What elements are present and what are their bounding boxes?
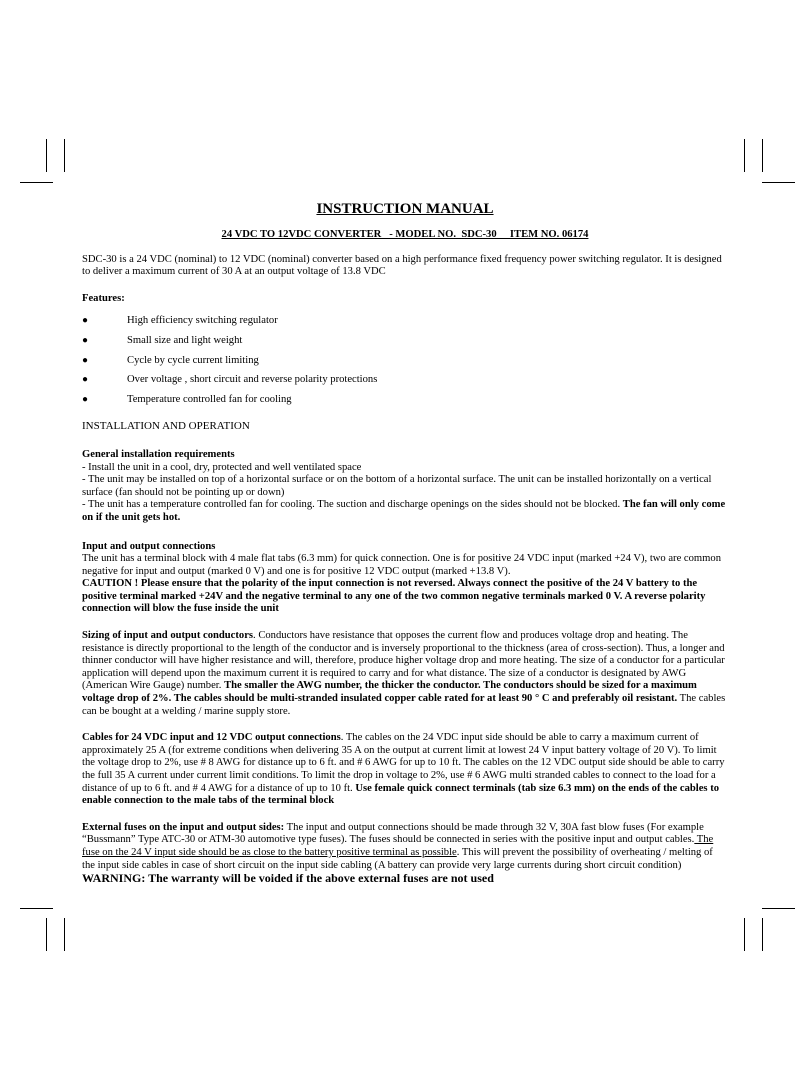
crop-mark xyxy=(744,139,745,172)
feature-text: High efficiency switching regulator xyxy=(127,315,278,327)
crop-mark xyxy=(762,182,795,183)
fuses-heading: External fuses on the input and output sides: xyxy=(82,821,285,833)
crop-mark xyxy=(20,908,53,909)
caution-text: CAUTION ! Please ensure that the polarity of the input connection is not reversed. Always connect the positive of the 24 V battery to the positive terminal marked +24V and the negative terminal to any one of the two common negative terminals marked 0 V. A reverse polarity connection will blow the fuse inside the unit xyxy=(82,578,706,615)
warranty-warning: WARNING: The warranty will be voided if the above external fuses are not used xyxy=(82,871,494,886)
crop-mark xyxy=(64,139,65,172)
crop-mark xyxy=(64,918,65,951)
bullet-icon: ● xyxy=(82,393,89,405)
bullet-icon: ● xyxy=(82,315,89,327)
fuses-text-continued: . This will prevent the possibility of overheating / melting of the input side cables in case of short circuit on the input side cabling (A battery can provide very large currents during short circuit condition) xyxy=(82,846,713,871)
cables-heading: Cables for 24 VDC input and 12 VDC output connections xyxy=(82,732,341,744)
features-list xyxy=(82,311,728,409)
crop-mark xyxy=(46,918,47,951)
fuses-underlined-text: The fuse on the 24 V input side should be as close to the battery positive terminal as possible xyxy=(82,834,714,858)
feature-item xyxy=(82,351,728,371)
fuses-paragraph xyxy=(82,822,728,887)
cables-text: . The cables on the 24 VDC input side should be able to carry a maximum current of approximately 25 A (for extreme conditions when delivering 35 A on the output at current limit at lowest 24 V input battery voltage of 20 V). To limit the voltage drop to 2%, use # 8 AWG for distance up to 6 ft. and # 6 AWG for up to 10 ft. The cables on the 12 VDC output side should be able to carry the full 35 A current under current limit conditions. To limit the drop in voltage to 2%, use # 6 AWG multi stranded cables to connect to the load for a distance of up to 6 ft. and # 4 AWG for a distance of up to 10 ft. xyxy=(82,732,725,794)
requirement-text: - The unit has a temperature controlled fan for cooling. The suction and discharge openings on the sides should not be blocked. xyxy=(82,499,621,511)
crop-mark xyxy=(762,139,763,172)
sizing-note: The cables can be bought at a welding / marine supply store. xyxy=(82,693,726,717)
feature-item xyxy=(82,311,728,331)
fuses-text: The input and output connections should be made through 32 V, 30A fast blow fuses (For example “Bussmann” Type ATC-30 or ATM-30 automotive type fuses). The fuses should be connected in series with the positive input and output cables. xyxy=(82,821,704,846)
feature-item xyxy=(82,331,728,351)
crop-mark xyxy=(46,139,47,172)
general-requirements-heading: General installation requirements xyxy=(82,448,235,460)
intro-paragraph: SDC-30 is a 24 VDC (nominal) to 12 VDC (nominal) converter based on a high performance fixed frequency power switching regulator. It is designed to deliver a maximum current of 30 A at an output voltage of 13.8 VDC xyxy=(82,253,722,278)
cables-paragraph xyxy=(82,732,728,808)
requirement-line: - The unit may be installed on top of a horizontal surface or on the bottom of a horizontal surface. The unit can be installed horizontally on a vertical surface (fan should not be pointing up or down) xyxy=(82,474,712,498)
crop-mark xyxy=(762,908,795,909)
io-connections-heading: Input and output connections xyxy=(82,540,216,552)
crop-mark xyxy=(762,918,763,951)
sizing-text: . Conductors have resistance that opposes the current flow and produces voltage drop and heating. The resistance is directly proportional to the length of the conductor and is inversely proportional to the thickness (area of cross-section). Thus, a longer and thinner conductor will have higher resistance and will, therefore, produce higher voltage drop and more heating. The size of a conductor for a particular application will depend upon the maximum current it is required to carry and for what distance. The size of a conductor is designated by AWG (American Wire Gauge) number. xyxy=(82,630,725,692)
sizing-paragraph xyxy=(82,630,728,718)
bullet-icon: ● xyxy=(82,354,89,366)
document-page xyxy=(82,199,728,887)
bullet-icon: ● xyxy=(82,374,89,386)
bullet-icon: ● xyxy=(82,334,89,346)
features-heading: Features: xyxy=(82,292,125,304)
feature-item xyxy=(82,390,728,410)
feature-text: Small size and light weight xyxy=(127,334,243,346)
installation-heading: INSTALLATION AND OPERATION xyxy=(82,420,250,433)
document-subtitle: 24 VDC TO 12VDC CONVERTER - MODEL NO. SDC-30 ITEM NO. 06174 xyxy=(221,229,589,240)
feature-text: Temperature controlled fan for cooling xyxy=(127,393,292,405)
sizing-emphasis: The smaller the AWG number, the thicker the conductor. The conductors should be sized for a maximum voltage drop of 2%. The cables should be multi-stranded insulated copper cable rated for at least 90 ° C and preferably oil resistant. xyxy=(82,680,697,705)
feature-text: Cycle by cycle current limiting xyxy=(127,354,259,366)
io-connections-text: The unit has a terminal block with 4 male flat tabs (6.3 mm) for quick connection. One is for positive 24 VDC input (marked +24 V), two are common negative for input and output (marked 0 V) and one is for positive 12 VDC output (marked +13.8 V). xyxy=(82,553,722,577)
crop-mark xyxy=(20,182,53,183)
cables-emphasis: Use female quick connect terminals (tab size 6.3 mm) on the ends of the cables to enable connection to the male tabs of the terminal block xyxy=(82,782,720,807)
feature-text: Over voltage , short circuit and reverse polarity protections xyxy=(127,374,378,386)
crop-mark xyxy=(744,918,745,951)
feature-item xyxy=(82,370,728,390)
document-title: INSTRUCTION MANUAL xyxy=(316,201,494,217)
sizing-heading: Sizing of input and output conductors xyxy=(82,630,254,642)
requirement-emphasis: The fan will only come on if the unit gets hot. xyxy=(82,499,726,523)
requirement-line xyxy=(82,499,728,524)
requirement-line: - Install the unit in a cool, dry, protected and well ventilated space xyxy=(82,461,362,473)
